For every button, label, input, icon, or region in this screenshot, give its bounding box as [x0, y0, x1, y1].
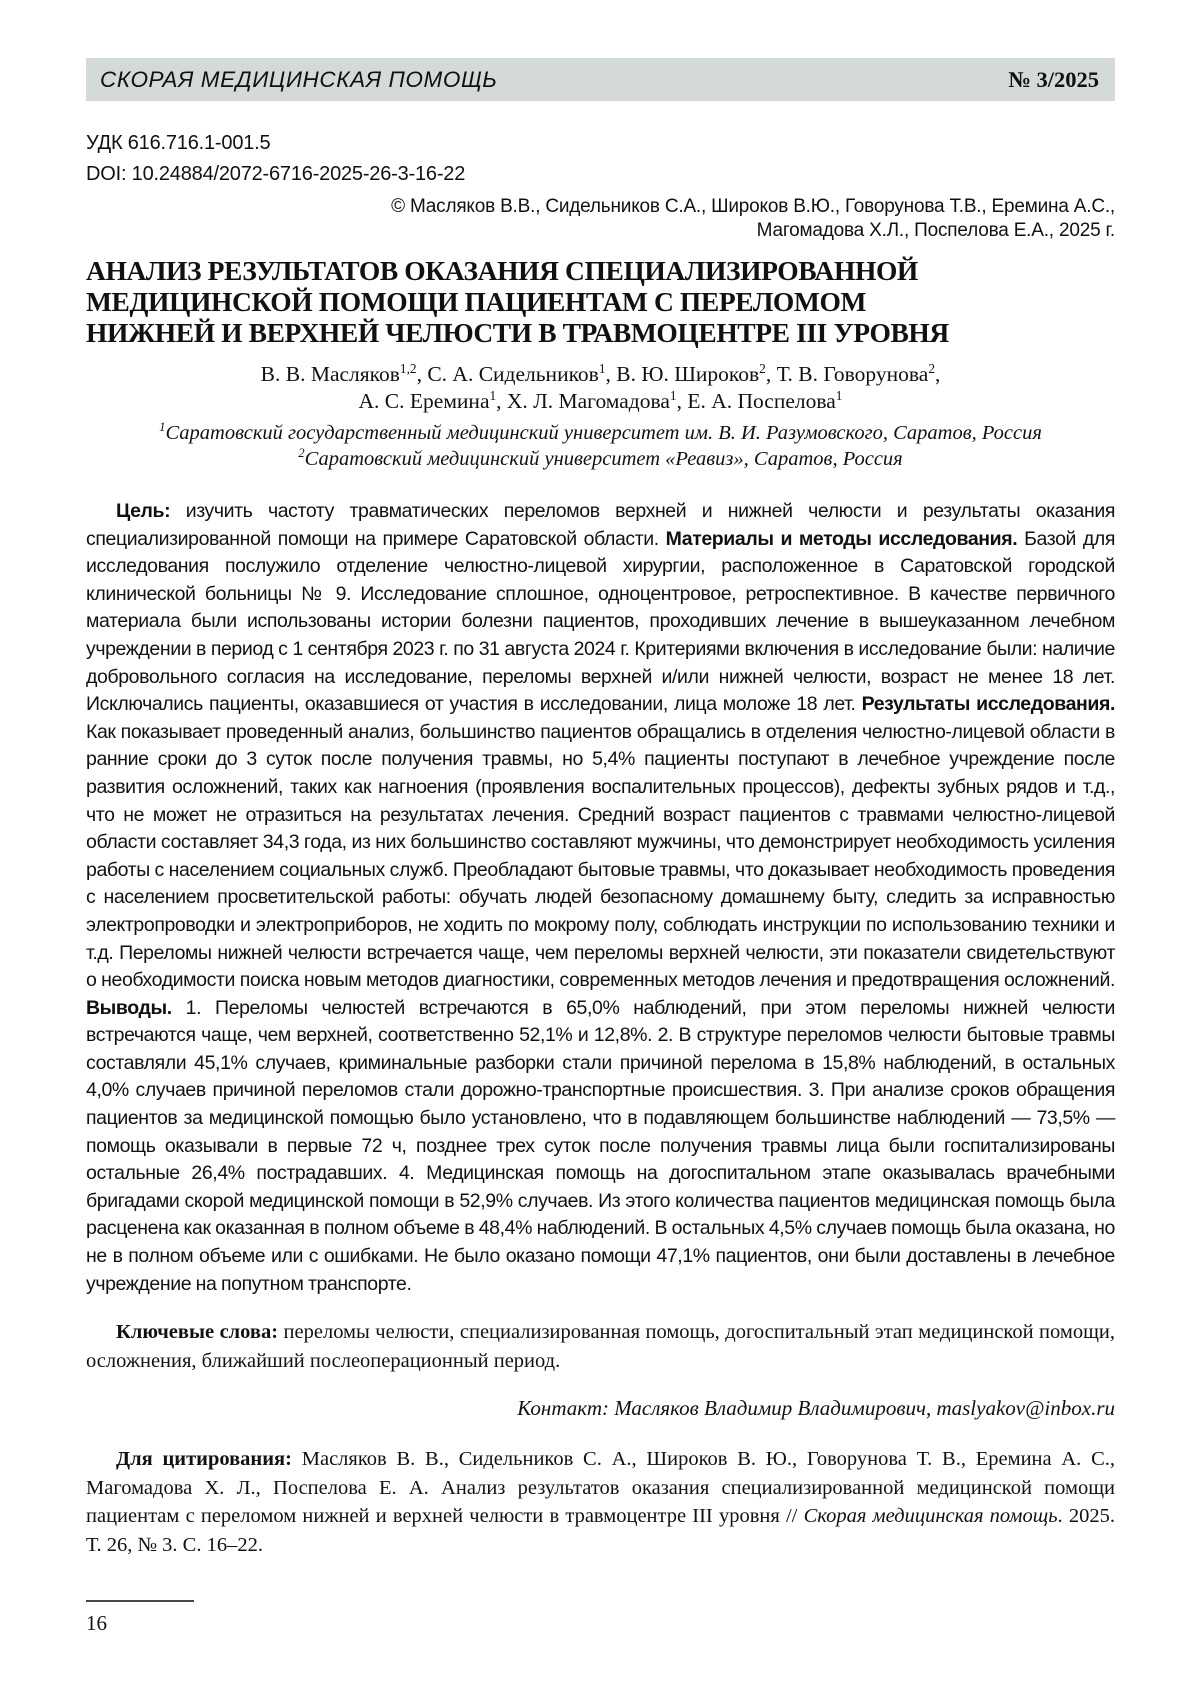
affiliations-block: [86, 421, 1115, 472]
article-title: [86, 255, 1115, 348]
doi-line: DOI: 10.24884/2072-6716-2025-26-3-16-22: [86, 163, 466, 185]
contact-line: Контакт: Масляков Владимир Владимирович, maslyakov@inbox.ru: [517, 1396, 1115, 1421]
footer-rule: [86, 1600, 194, 1602]
authors-line-2: А. С. Еремина$^1$, Х. Л. Магомадова$^1$, Е. А. Поспелова$^1$: [358, 387, 843, 413]
authors-block: [86, 361, 1115, 414]
article-meta: [86, 128, 1115, 190]
article-title-line-1: АНАЛИЗ РЕЗУЛЬТАТОВ ОКАЗАНИЯ СПЕЦИАЛИЗИРОВАННОЙ: [86, 255, 918, 286]
citation-paragraph: Для цитирования: Масляков В. В., Сидельников С. А., Широков В. Ю., Говорунова Т. В., Еремина А. С., Магомадова Х. Л., Поспелова Е. А. Анализ результатов оказания специализированной медицинской помощи пациентам с переломом нижней и верхней челюсти в травмоцентре III уровня // Скорая медицинская помощь. 2025. Т. 26, № 3. С. 16–22.: [86, 1448, 1115, 1556]
article-title-line-3: НИЖНЕЙ И ВЕРХНЕЙ ЧЕЛЮСТИ В ТРАВМОЦЕНТРЕ III УРОВНЯ: [86, 317, 949, 348]
copyright-block: [86, 195, 1115, 242]
journal-header-band: [86, 58, 1115, 101]
affiliation-1: $^1$Саратовский государственный медицинский университет им. В. И. Разумовского, Саратов, Россия: [159, 420, 1042, 444]
article-title-line-2: МЕДИЦИНСКОЙ ПОМОЩИ ПАЦИЕНТАМ С ПЕРЕЛОМОМ: [86, 286, 866, 317]
udk-line: УДК 616.716.1-001.5: [86, 132, 271, 154]
copyright-line-1: © Масляков В.В., Сидельников С.А., Широков В.Ю., Говорунова Т.В., Еремина А.С.,: [391, 196, 1115, 217]
abstract-paragraph: Цель: изучить частоту травматических переломов верхней и нижней челюсти и результаты оказания специализированной помощи на примере Саратовской области. Материалы и методы исследования. Базой для исследования послужило отделение челюстно-лицевой хирургии, расположенное в Саратовской городской клинической больницы № 9. Исследование сплошное, одноцентровое, ретроспективное. В качестве первичного материала были использованы истории болезни пациентов, проходивших лечение в вышеуказанном лечебном учреждении в период с 1 сентября 2023 г. по 31 августа 2024 г. Критериями включения в исследование были: наличие добровольного согласия на исследование, переломы верхней и/или нижней челюсти, возраст не менее 18 лет. Исключались пациенты, оказавшиеся от участия в исследовании, лица моложе 18 лет. Результаты исследования. Как показывает проведенный анализ, большинство пациентов обращались в отделения челюстно-лицевой области в ранние сроки до 3 суток после получения травмы, но 5,4% пациенты поступают в лечебное учреждение после развития осложнений, таких как нагноения (проявления воспалительных процессов), дефекты зубных рядов и т.д., что не может не отразиться на результатах лечения. Средний возраст пациентов с травмами челюстно-лицевой области составляет 34,3 года, из них большинство составляют мужчины, что демонстрирует необходимость усиления работы с населением социальных служб. Преобладают бытовые травмы, что доказывает необходимость проведения с населением просветительской работы: обучать людей безопасному домашнему быту, следить за исправностью электропроводки и электроприборов, не ходить по мокрому полу, соблюдать инструкции по использованию техники и т.д. Переломы нижней челюсти встречается чаще, чем переломы верхней челюсти, эти показатели свидетельствуют о необходимости поиска новым методов диагностики, современных методов лечения и предотвращения осложнений. Выводы. 1. Переломы челюстей встречаются в 65,0% наблюдений, при этом переломы нижней челюсти встречаются чаще, чем верхней, соответственно 52,1% и 12,8%. 2. В структуре переломов челюсти бытовые травмы составляли 45,1% случаев, криминальные разборки стали причиной перелома в 15,8% наблюдений, в остальных 4,0% случаев причиной переломов стали дорожно-транспортные происшествия. 3. При анализе сроков обращения пациентов за медицинской помощью было установлено, что в подавляющем большинстве наблюдений — 73,5% — помощь оказывали в первые 72 ч, позднее трех суток после получения травмы лица были госпитализированы остальные 26,4% пострадавших. 4. Медицинская помощь на догоспитальном этапе оказывалась врачебными бригадами скорой медицинской помощи в 52,9% случаев. Из этого количества пациентов медицинская помощь была расценена как оказанная в полном объеме в 48,4% наблюдений. В остальных 4,5% случаев помощь была оказана, но не в полном объеме или с ошибками. Не было оказано помощи 47,1% пациентов, они были доставлены в лечебное учреждение на попутном транспорте.: [86, 500, 1115, 1295]
affiliation-2: $^2$Саратовский медицинский университет «Реавиз», Саратов, Россия: [298, 445, 903, 470]
authors-line-1: В. В. Масляков$^{1,2}$, С. А. Сидельников$^1$, В. Ю. Широков$^2$, Т. В. Говорунова$^2$,: [260, 360, 941, 386]
journal-title: СКОРАЯ МЕДИЦИНСКАЯ ПОМОЩЬ: [100, 66, 498, 92]
issue-number: № 3/2025: [1008, 66, 1099, 92]
page-number: 16: [86, 1611, 107, 1635]
keywords-paragraph: Ключевые слова: переломы челюсти, специализированная помощь, догоспитальный этап медицинской помощи, осложнения, ближайший послеоперационный период.: [86, 1320, 1115, 1372]
copyright-line-2: Магомадова Х.Л., Поспелова Е.А., 2025 г.: [756, 219, 1115, 241]
page-footer: [86, 1600, 194, 1636]
